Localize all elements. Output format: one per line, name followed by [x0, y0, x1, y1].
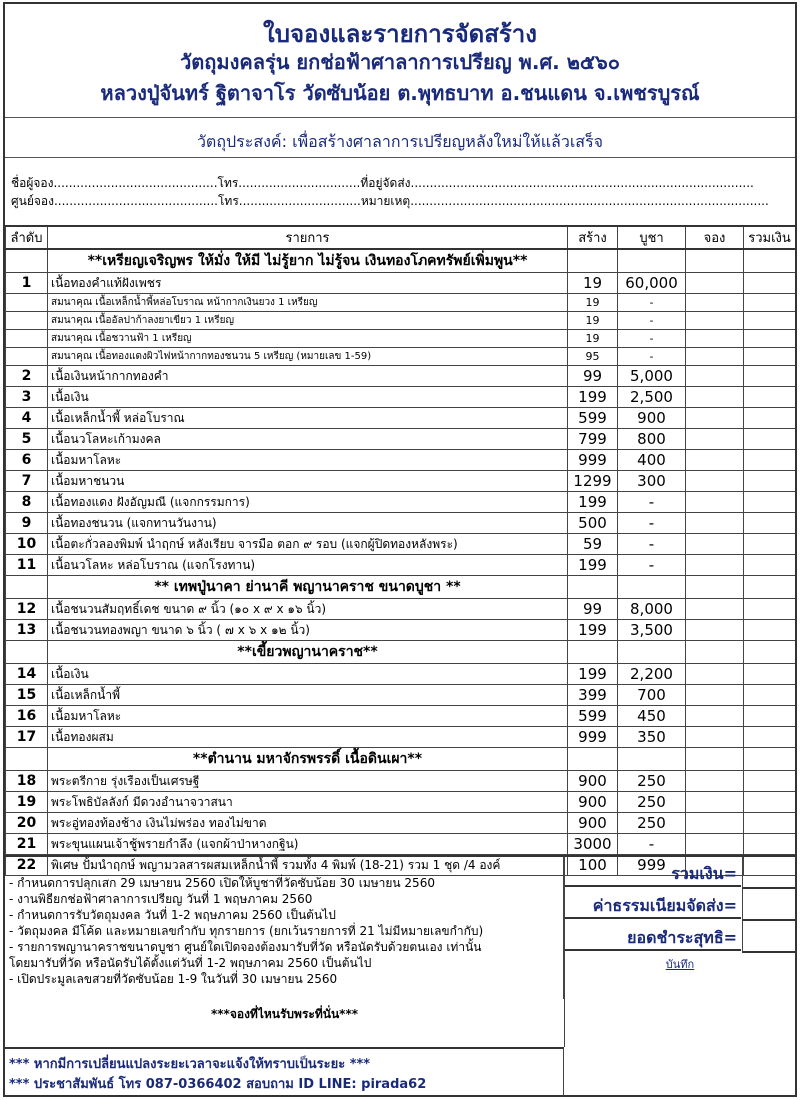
price-cell [618, 641, 686, 664]
booking-cell[interactable] [686, 813, 744, 834]
table-row [6, 664, 796, 685]
item-name: เนื้อทองชนวน (แจกทานวันงาน) [48, 513, 568, 534]
table-row [6, 834, 796, 855]
row-total-cell[interactable] [744, 771, 796, 792]
item-name: เนื้อมหาชนวน [48, 471, 568, 492]
booking-cell[interactable] [686, 685, 744, 706]
table-row [6, 273, 796, 294]
price-cell: - [618, 492, 686, 513]
booking-cell[interactable] [686, 330, 744, 348]
price-cell: - [618, 555, 686, 576]
booking-cell[interactable] [686, 249, 744, 273]
row-total-cell[interactable] [744, 249, 796, 273]
column-header: จอง [686, 226, 744, 249]
table-row [6, 348, 796, 366]
note-item: - วัตถุมงคล มีโค้ด และหมายเลขกำกับ ทุกรายการ (ยกเว้นรายการที่ 21 ไม่มีหมายเลขกำกับ) [9, 924, 484, 938]
row-total-cell[interactable] [744, 348, 796, 366]
row-total-cell[interactable] [744, 706, 796, 727]
table-row [6, 771, 796, 792]
row-number: 2 [6, 366, 48, 387]
row-number: 13 [6, 620, 48, 641]
quantity-cell: 19 [568, 294, 618, 312]
price-cell: - [618, 330, 686, 348]
booking-cell[interactable] [686, 641, 744, 664]
total-label: รวมเงิน= [565, 857, 741, 887]
booking-cell[interactable] [686, 348, 744, 366]
row-total-cell[interactable] [744, 450, 796, 471]
objective: วัตถุประสงค์: เพื่อสร้างศาลาการเปรียญหลังใหม่ให้แล้วเสร็จ [196, 132, 604, 151]
form-subtitle: วัตถุมงคลรุ่น ยกช่อฟ้าศาลาการเปรียญ พ.ศ. ๒๕๖๐ [180, 50, 620, 74]
section-row [6, 748, 796, 771]
row-number: 20 [6, 813, 48, 834]
row-number: 6 [6, 450, 48, 471]
booking-cell[interactable] [686, 664, 744, 685]
row-total-cell[interactable] [744, 792, 796, 813]
section-row [6, 641, 796, 664]
booking-cell[interactable] [686, 748, 744, 771]
item-name: เนื้อทองคำแท้ฝังเพชร [48, 273, 568, 294]
item-name: เนื้อมหาโลหะ [48, 450, 568, 471]
row-number: 16 [6, 706, 48, 727]
contact-info [5, 1047, 564, 1097]
table-row [6, 294, 796, 312]
price-cell: 800 [618, 429, 686, 450]
price-cell: 350 [618, 727, 686, 748]
quantity-cell: 3000 [568, 834, 618, 855]
row-total-cell[interactable] [744, 641, 796, 664]
item-name: สมนาคุณ เนื้อทองแดงผิวไฟหน้ากากทองชนวน 5 เหรียญ (หมายเลข 1-59) [48, 348, 568, 366]
row-number [6, 249, 48, 273]
price-cell: 8,000 [618, 599, 686, 620]
row-number: 10 [6, 534, 48, 555]
booking-cell[interactable] [686, 727, 744, 748]
item-name: พระขุนแผนเจ้าชู้พรายกำลึง (แจกผ้าป่าหางกฐิน) [48, 834, 568, 855]
row-total-cell[interactable] [744, 294, 796, 312]
booking-cell[interactable] [686, 792, 744, 813]
price-cell [618, 748, 686, 771]
quantity-cell: 19 [568, 273, 618, 294]
price-cell: 2,200 [618, 664, 686, 685]
form-temple: หลวงปู่จันทร์ ฐิตาจาโร วัดซับน้อย ต.พุทธบาท อ.ชนแดน จ.เพชรบูรณ์ [100, 81, 700, 105]
item-name: สมนาคุณ เนื้อเหล็กน้ำพี้หล่อโบราณ หน้ากากเงินยวง 1 เหรียญ [48, 294, 568, 312]
note-item: - งานพิธียกช่อฟ้าศาลาการเปรียญ วันที่ 1 พฤษภาคม 2560 [9, 892, 313, 906]
booking-cell[interactable] [686, 366, 744, 387]
item-name: เนื้อเงิน [48, 664, 568, 685]
item-name: **ตำนาน มหาจักรพรรดิ์ เนื้อดินเผา** [48, 748, 568, 771]
booking-cell[interactable] [686, 408, 744, 429]
price-cell: - [618, 348, 686, 366]
row-number: 5 [6, 429, 48, 450]
table-row [6, 599, 796, 620]
quantity-cell: 599 [568, 706, 618, 727]
section-row [6, 249, 796, 273]
row-total-cell[interactable] [744, 366, 796, 387]
contact-line: *** หากมีการเปลี่ยนแปลงระยะเวลาจะแจ้งให้ทราบเป็นระยะ *** [9, 1057, 371, 1072]
booking-cell[interactable] [686, 534, 744, 555]
quantity-cell [568, 576, 618, 599]
price-cell: 900 [618, 408, 686, 429]
item-name: ** เทพปู่นาคา ย่านาคี พญานาคราช ขนาดบูชา ** [48, 576, 568, 599]
notes-list [5, 857, 564, 999]
item-name: เนื้อชนวนสัมฤทธิ์เดช ขนาด ๙ นิ้ว (๑๐ x ๙ x ๑๖ นิ้ว) [48, 599, 568, 620]
row-total-cell[interactable] [744, 685, 796, 706]
price-cell: 450 [618, 706, 686, 727]
row-number: 4 [6, 408, 48, 429]
row-number: 9 [6, 513, 48, 534]
row-total-cell[interactable] [744, 599, 796, 620]
row-total-cell[interactable] [744, 834, 796, 855]
price-cell: 3,500 [618, 620, 686, 641]
quantity-cell [568, 641, 618, 664]
row-number [6, 641, 48, 664]
table-row [6, 620, 796, 641]
row-total-cell[interactable] [744, 664, 796, 685]
price-cell: 300 [618, 471, 686, 492]
table-row [6, 312, 796, 330]
row-total-cell[interactable] [744, 534, 796, 555]
row-total-cell[interactable] [744, 429, 796, 450]
booking-cell[interactable] [686, 771, 744, 792]
booker-fields[interactable]: ชื่อผู้จอง...........................................โทร................................ที่อยู่จัดส่ง.......................................................................................... [11, 176, 754, 190]
table-row [6, 706, 796, 727]
booking-cell[interactable] [686, 273, 744, 294]
table-row [6, 685, 796, 706]
divider [5, 157, 795, 158]
price-cell: 400 [618, 450, 686, 471]
item-name: เนื้อเงินหน้ากากทองคำ [48, 366, 568, 387]
row-total-cell[interactable] [744, 408, 796, 429]
quantity-cell: 19 [568, 312, 618, 330]
booking-cell[interactable] [686, 429, 744, 450]
item-name: สมนาคุณ เนื้อชวานฟ้า 1 เหรียญ [48, 330, 568, 348]
table-row [6, 513, 796, 534]
row-number [6, 330, 48, 348]
table-row [6, 471, 796, 492]
row-number: 14 [6, 664, 48, 685]
shipping-value[interactable] [742, 889, 796, 921]
quantity-cell: 59 [568, 534, 618, 555]
quantity-cell: 999 [568, 727, 618, 748]
column-header: สร้าง [568, 226, 618, 249]
quantity-cell: 399 [568, 685, 618, 706]
items-table [5, 225, 796, 876]
order-form [3, 2, 797, 1097]
row-number [6, 576, 48, 599]
form-title: ใบจองและรายการจัดสร้าง [263, 20, 537, 48]
table-row [6, 492, 796, 513]
row-number: 3 [6, 387, 48, 408]
row-total-cell[interactable] [744, 273, 796, 294]
item-name: เนื้อทองผสม [48, 727, 568, 748]
row-total-cell[interactable] [744, 727, 796, 748]
quantity-cell: 900 [568, 813, 618, 834]
row-number: 11 [6, 555, 48, 576]
booking-cell[interactable] [686, 294, 744, 312]
divider [5, 117, 795, 118]
row-total-cell[interactable] [744, 555, 796, 576]
quantity-cell: 199 [568, 620, 618, 641]
quantity-cell: 599 [568, 408, 618, 429]
item-name: เนื้อชนวนทองพญา ขนาด ๖ นิ้ว ( ๗ x ๖ x ๑๒ นิ้ว) [48, 620, 568, 641]
row-number: 7 [6, 471, 48, 492]
table-row [6, 727, 796, 748]
table-row [6, 387, 796, 408]
booking-cell[interactable] [686, 513, 744, 534]
booking-cell[interactable] [686, 555, 744, 576]
price-cell: 700 [618, 685, 686, 706]
row-total-cell[interactable] [744, 813, 796, 834]
table-row [6, 429, 796, 450]
row-total-cell[interactable] [744, 513, 796, 534]
note-item: - กำหนดการรับวัตถุมงคล วันที่ 1-2 พฤษภาคม 2560 เป็นต้นไป [9, 908, 336, 922]
item-name: เนื้อตะกั่วลองพิมพ์ นำฤกษ์ หลังเรียบ จารมือ ตอก ๙ รอบ (แจกผู้ปิดทองหลังพระ) [48, 534, 568, 555]
table-row [6, 792, 796, 813]
row-number: 18 [6, 771, 48, 792]
row-number: 12 [6, 599, 48, 620]
quantity-cell: 199 [568, 555, 618, 576]
quantity-cell: 799 [568, 429, 618, 450]
contact-line: *** ประชาสัมพันธ์ โทร 087-0366402 สอบถาม ID LINE: pirada62 [9, 1077, 427, 1092]
row-number: 1 [6, 273, 48, 294]
item-name: พระตรีกาย รุ่งเรืองเป็นเศรษฐี [48, 771, 568, 792]
price-cell: 2,500 [618, 387, 686, 408]
price-cell: - [618, 513, 686, 534]
price-cell: - [618, 534, 686, 555]
booking-cell[interactable] [686, 706, 744, 727]
item-name: เนื้อทองแดง ฝังอัญมณี (แจกกรรมการ) [48, 492, 568, 513]
item-name: **เหรียญเจริญพร ให้มั่ง ให้มี ไม่รู้ยาก ไม่รู้จน เงินทองโภคทรัพย์เพิ่มพูน** [48, 249, 568, 273]
price-cell: - [618, 834, 686, 855]
table-row [6, 366, 796, 387]
net-label: ยอดชำระสุทธิ= [565, 921, 741, 951]
quantity-cell: 99 [568, 599, 618, 620]
row-total-cell[interactable] [744, 620, 796, 641]
row-number: 22 [6, 855, 48, 876]
note-item: - เปิดประมูลเลขสวยที่วัดซับน้อย 1-9 ในวันที่ 30 เมษายน 2560 [9, 972, 338, 986]
quantity-cell: 95 [568, 348, 618, 366]
item-name: เนื้อนวโลหะเก้ามงคล [48, 429, 568, 450]
note-item: - กำหนดการปลุกเสก 29 เมษายน 2560 เปิดให้บูชาที่วัดซับน้อย 30 เมษายน 2560 [9, 876, 435, 890]
column-header: ลำดับ [6, 226, 48, 249]
item-name: สมนาคุณ เนื้ออัลปาก้าลงยาเขียว 1 เหรียญ [48, 312, 568, 330]
quantity-cell: 1299 [568, 471, 618, 492]
save-link[interactable]: บันทึก [665, 958, 695, 971]
quantity-cell [568, 249, 618, 273]
quantity-cell: 500 [568, 513, 618, 534]
quantity-cell: 199 [568, 664, 618, 685]
row-number [6, 294, 48, 312]
price-cell: 60,000 [618, 273, 686, 294]
booking-cell[interactable] [686, 387, 744, 408]
item-name: เนื้อนวโลหะ หล่อโบราณ (แจกโรงทาน) [48, 555, 568, 576]
quantity-cell: 100 [568, 855, 618, 876]
note-item: - รายการพญานาคราชขนาดบูชา ศูนย์ใดเปิดจองต้องมารับที่วัด หรือนัดรับด้วยตนเอง เท่านั้น [9, 940, 482, 954]
item-name: พระอู่ทองท้องช้าง เงินไม่พร่อง ทองไม่ขาด [48, 813, 568, 834]
row-total-cell[interactable] [744, 312, 796, 330]
item-name: เนื้อเงิน [48, 387, 568, 408]
table-row [6, 408, 796, 429]
row-total-cell[interactable] [744, 748, 796, 771]
table-row [6, 330, 796, 348]
price-cell: 999 [618, 855, 686, 876]
price-cell [618, 249, 686, 273]
row-number: 15 [6, 685, 48, 706]
booking-cell[interactable] [686, 834, 744, 855]
quantity-cell: 900 [568, 771, 618, 792]
price-cell: 250 [618, 771, 686, 792]
price-cell [618, 576, 686, 599]
item-name: พิเศษ ปั้มนำฤกษ์ พญามวลสารผสมเหล็กน้ำพี้ รวมทั้ง 4 พิมพ์ (18-21) รวม 1 ชุด /4 องค์ [48, 855, 568, 876]
center-fields[interactable]: ศูนย์จอง...........................................โทร................................หมายเหตุ.............................................................................................. [11, 194, 769, 208]
row-number: 8 [6, 492, 48, 513]
row-total-cell[interactable] [744, 387, 796, 408]
table-row [6, 534, 796, 555]
quantity-cell: 999 [568, 450, 618, 471]
column-header: รายการ [48, 226, 568, 249]
section-row [6, 576, 796, 599]
booking-cell[interactable] [686, 492, 744, 513]
row-number: 17 [6, 727, 48, 748]
quantity-cell: 199 [568, 387, 618, 408]
item-name: พระโพธิบัลลังก์ มีดวงอำนาจวาสนา [48, 792, 568, 813]
price-cell: 5,000 [618, 366, 686, 387]
table-row [6, 813, 796, 834]
quantity-cell [568, 748, 618, 771]
row-number [6, 748, 48, 771]
note-item: โดยมารับที่วัด หรือนัดรับได้ตั้งแต่วันที่ 1-2 พฤษภาคม 2560 เป็นต้นไป [9, 956, 372, 970]
quantity-cell: 199 [568, 492, 618, 513]
table-row [6, 555, 796, 576]
quantity-cell: 99 [568, 366, 618, 387]
column-header: บูชา [618, 226, 686, 249]
price-cell: 250 [618, 813, 686, 834]
price-cell: - [618, 312, 686, 330]
pickup-note: ***จองที่ไหนรับพระที่นั่น*** [211, 1007, 358, 1021]
row-total-cell[interactable] [744, 330, 796, 348]
row-number [6, 312, 48, 330]
item-name: เนื้อมหาโลหะ [48, 706, 568, 727]
row-total-cell[interactable] [744, 576, 796, 599]
column-header: รวมเงิน [744, 226, 796, 249]
booking-cell[interactable] [686, 576, 744, 599]
booking-cell[interactable] [686, 620, 744, 641]
net-value[interactable] [742, 921, 796, 953]
booking-cell[interactable] [686, 312, 744, 330]
price-cell: 250 [618, 792, 686, 813]
booking-cell[interactable] [686, 599, 744, 620]
price-cell: - [618, 294, 686, 312]
quantity-cell: 900 [568, 792, 618, 813]
booking-cell[interactable] [686, 471, 744, 492]
total-value[interactable] [742, 857, 796, 889]
summary-area [5, 855, 795, 1097]
shipping-label: ค่าธรรมเนียมจัดส่ง= [565, 889, 741, 919]
item-name: **เขี้ยวพญานาคราช** [48, 641, 568, 664]
booking-cell[interactable] [686, 450, 744, 471]
item-name: เนื้อเหล็กน้ำพี้ [48, 685, 568, 706]
row-total-cell[interactable] [744, 471, 796, 492]
row-number: 19 [6, 792, 48, 813]
row-number: 21 [6, 834, 48, 855]
row-total-cell[interactable] [744, 492, 796, 513]
item-name: เนื้อเหล็กน้ำพี้ หล่อโบราณ [48, 408, 568, 429]
quantity-cell: 19 [568, 330, 618, 348]
row-number [6, 348, 48, 366]
table-row [6, 450, 796, 471]
